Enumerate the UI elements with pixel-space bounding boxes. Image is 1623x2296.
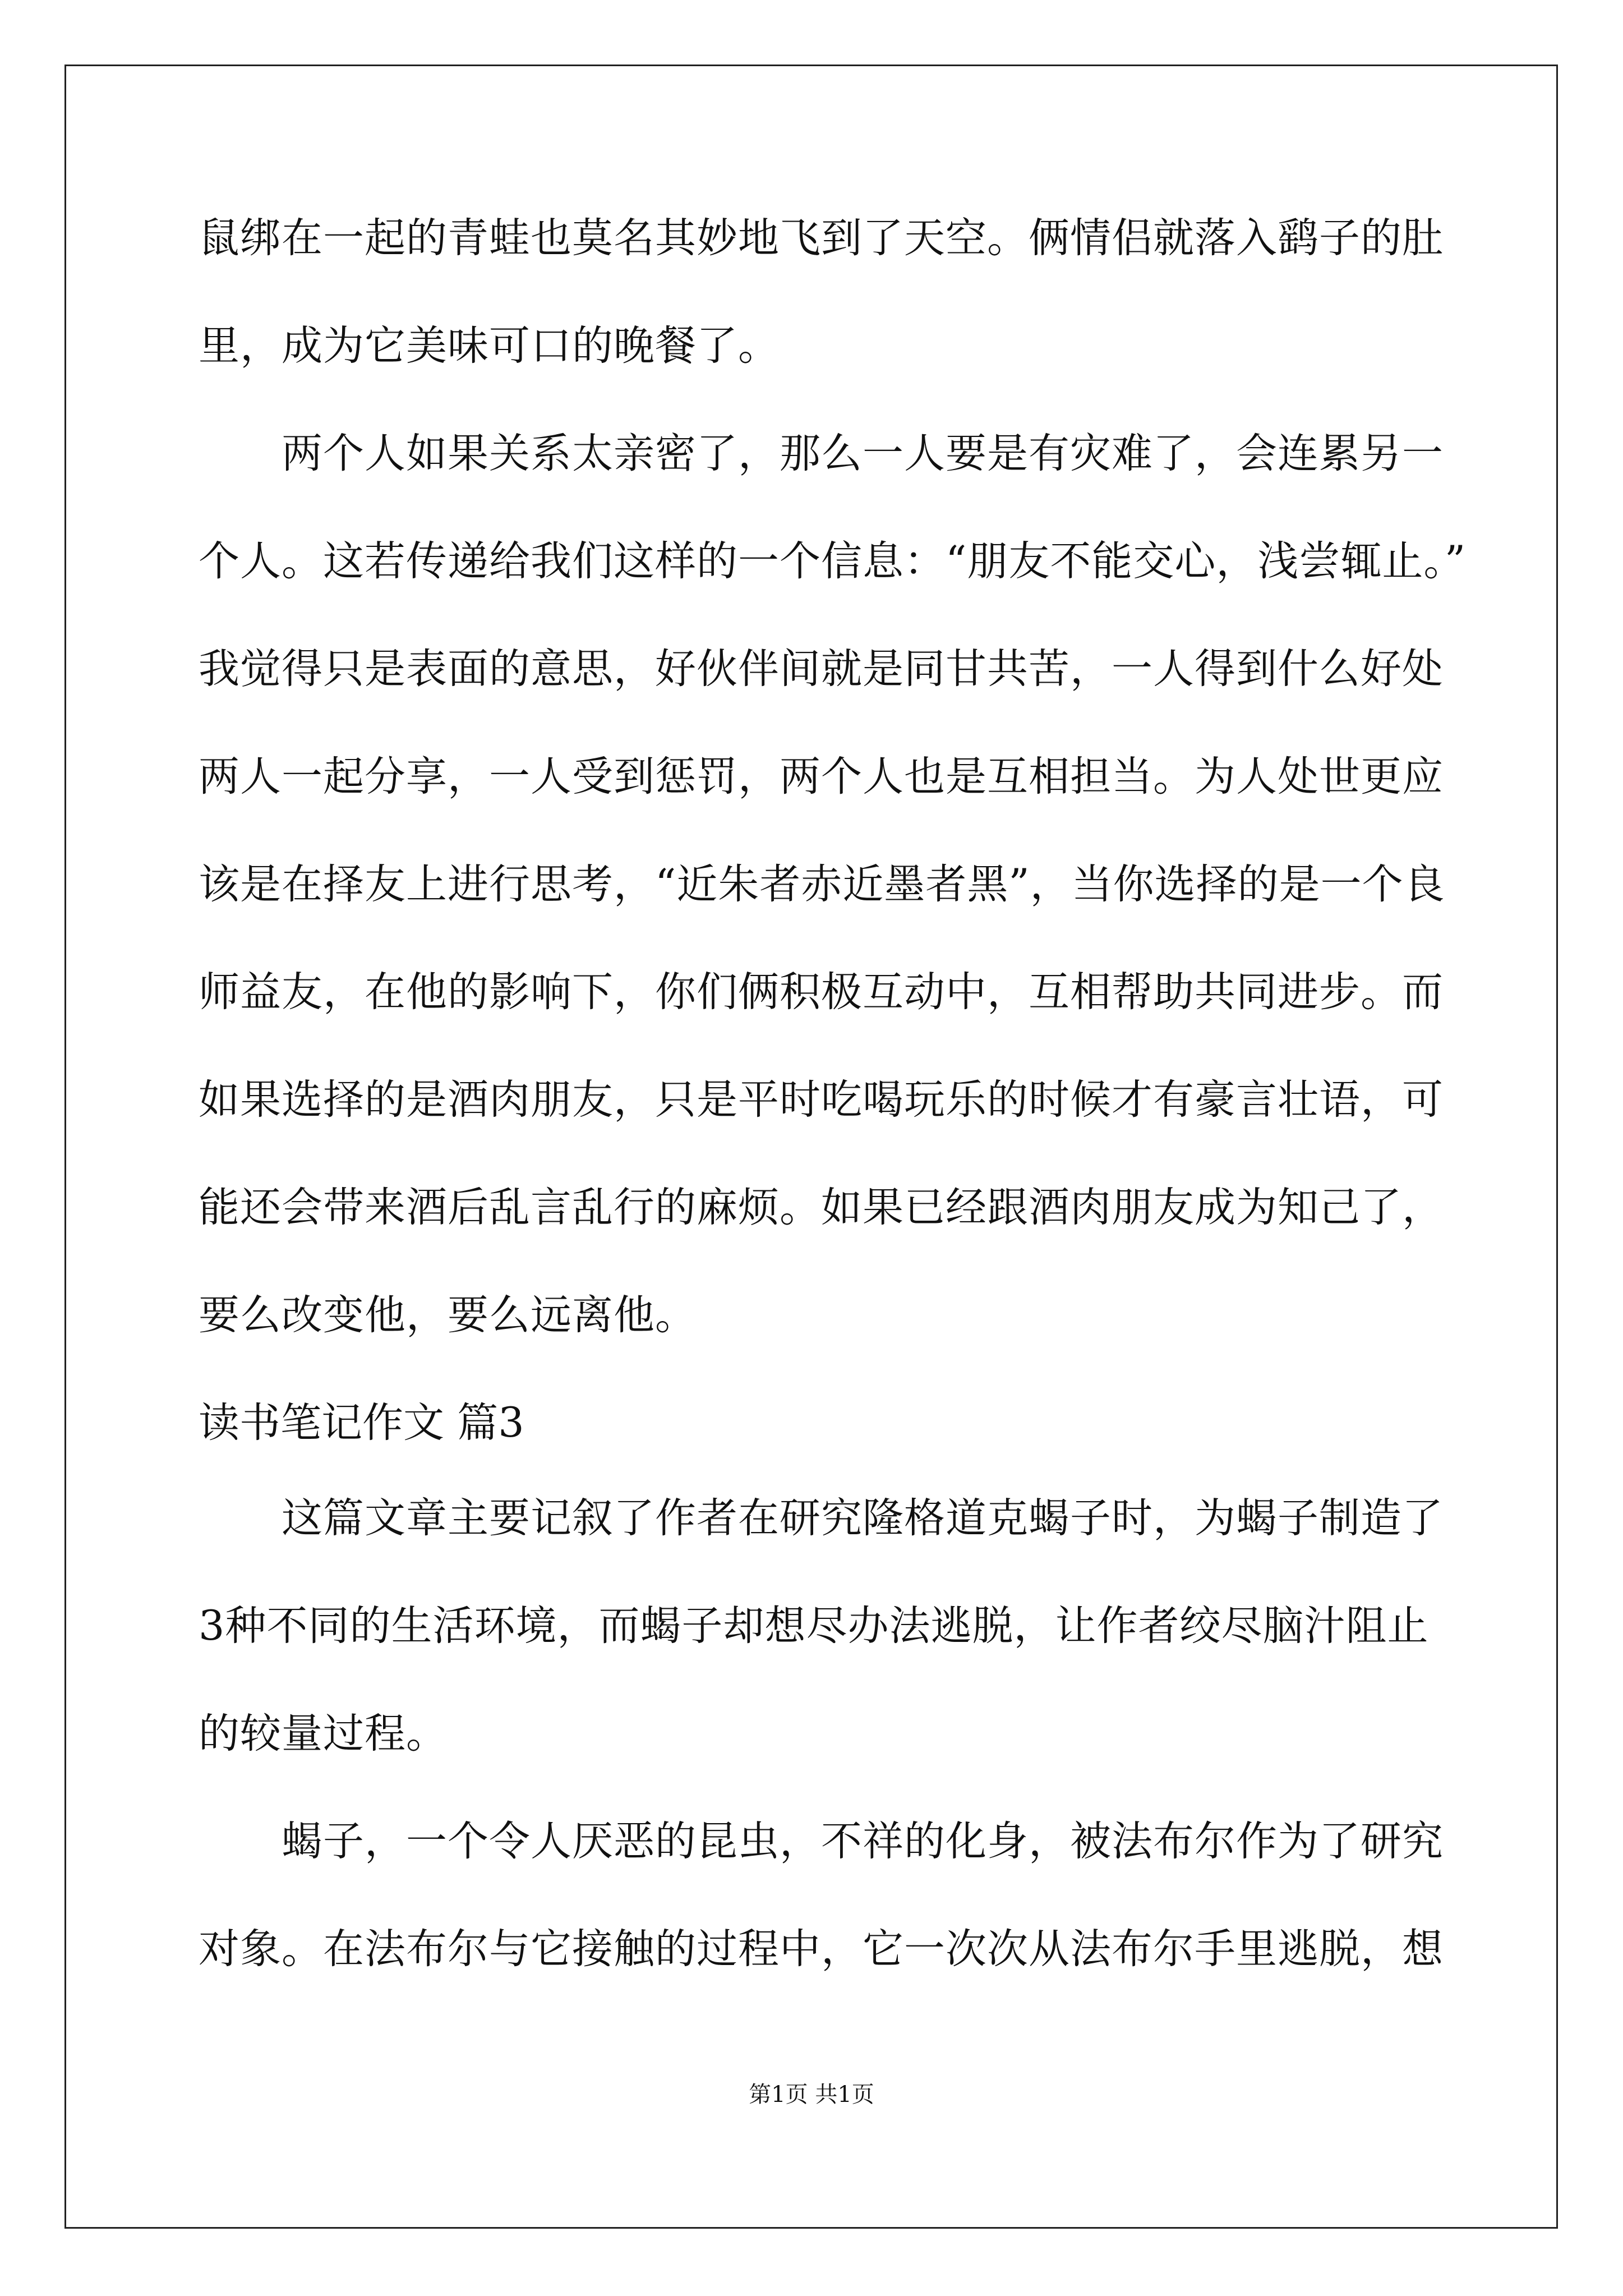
text-line: 对象。在法布尔与它接触的过程中，它一次次从法布尔手里逃脱，想 (199, 1925, 1444, 1973)
text-line: 师益友，在他的影响下，你们俩积极互动中，互相帮助共同进步。而 (199, 968, 1444, 1016)
section-heading: 读书笔记作文 篇3 (199, 1399, 524, 1447)
text-line: 3种不同的生活环境，而蝎子却想尽办法逃脱，让作者绞尽脑汁阻止 (199, 1602, 1429, 1650)
text-line: 个人。这若传递给我们这样的一个信息：“朋友不能交心，浅尝辄止。” (199, 537, 1467, 585)
text-line: 我觉得只是表面的意思，好伙伴间就是同甘共苦，一人得到什么好处 (199, 645, 1444, 693)
text-line: 要么改变他，要么远离他。 (199, 1291, 697, 1339)
text-line: 这篇文章主要记叙了作者在研究隆格道克蝎子时，为蝎子制造了 (282, 1494, 1444, 1542)
text-line: 里，成为它美味可口的晚餐了。 (199, 322, 780, 370)
text-line: 的较量过程。 (199, 1710, 448, 1757)
text-line: 两人一起分享，一人受到惩罚，两个人也是互相担当。为人处世更应 (199, 753, 1444, 800)
text-line: 该是在择友上进行思考，“近朱者赤近墨者黑”，当你选择的是一个良 (199, 861, 1445, 908)
text-line: 两个人如果关系太亲密了，那么一人要是有灾难了，会连累另一 (282, 430, 1444, 477)
document-body (199, 208, 1467, 2026)
text-line: 蝎子，一个令人厌恶的昆虫，不祥的化身，被法布尔作为了研究 (282, 1818, 1444, 1865)
page-number: 第1页 共1页 (749, 2082, 874, 2108)
text-line: 能还会带来酒后乱言乱行的麻烦。如果已经跟酒肉朋友成为知己了， (199, 1184, 1444, 1231)
text-line: 如果选择的是酒肉朋友，只是平时吃喝玩乐的时候才有豪言壮语，可 (199, 1076, 1444, 1124)
text-line: 鼠绑在一起的青蛙也莫名其妙地飞到了天空。俩情侣就落入鹞子的肚 (199, 214, 1444, 262)
